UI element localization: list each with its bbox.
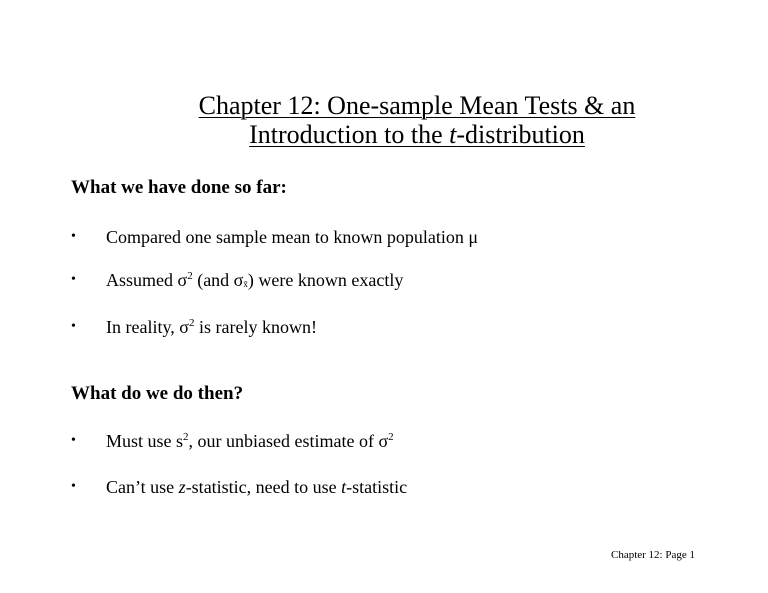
bullet-text-4-a: Must use s	[106, 431, 184, 451]
page-title-line-1	[33, 90, 768, 122]
page-title-line-2	[33, 119, 768, 151]
bullet-text-4-b: , our unbiased estimate of σ	[188, 431, 389, 451]
bullet-text-2-b: (and σ	[192, 270, 244, 290]
subscript-xbar: x̄	[243, 279, 248, 289]
bullet-text-4	[106, 430, 394, 452]
title-text-2-prefix: Introduction to the	[249, 120, 450, 149]
bullet-dot-icon: •	[71, 229, 76, 244]
bullet-text-5-a: Can’t use	[106, 477, 179, 497]
bullet-text-1: Compared one sample mean to known population μ	[106, 227, 479, 247]
bullet-text-5	[106, 476, 407, 498]
bullet-text-3	[106, 316, 317, 338]
superscript-2: 2	[187, 270, 193, 282]
bullet-dot-icon: •	[71, 433, 76, 448]
italic-t: t	[341, 477, 347, 497]
title-text-1: Chapter 12: One-sample Mean Tests & an	[198, 91, 636, 120]
bullet-dot-icon: •	[71, 272, 76, 287]
superscript-2: 2	[388, 431, 394, 443]
italic-z: z	[178, 477, 186, 497]
bullet-text-5-b: -statistic, need to use	[185, 477, 342, 497]
bullet-text-3-a: In reality, σ	[106, 317, 190, 337]
title-text-2-suffix: -distribution	[456, 120, 585, 149]
bullet-text-2-a: Assumed σ	[106, 270, 188, 290]
title-text-2-italic: t	[449, 120, 457, 149]
section-heading-what-then: What do we do then?	[71, 383, 244, 404]
bullet-dot-icon: •	[71, 319, 76, 334]
superscript-2: 2	[183, 431, 189, 443]
bullet-dot-icon: •	[71, 479, 76, 494]
section-heading-done-so-far: What we have done so far:	[71, 177, 287, 198]
bullet-text-2-c: ) were known exactly	[247, 270, 404, 290]
superscript-2: 2	[189, 317, 195, 329]
bullet-text-5-c: -statistic	[346, 477, 408, 497]
bullet-text-2	[106, 269, 403, 295]
bullet-text-3-b: is rarely known!	[194, 317, 317, 337]
page-footer-label: Chapter 12: Page 1	[610, 549, 695, 561]
